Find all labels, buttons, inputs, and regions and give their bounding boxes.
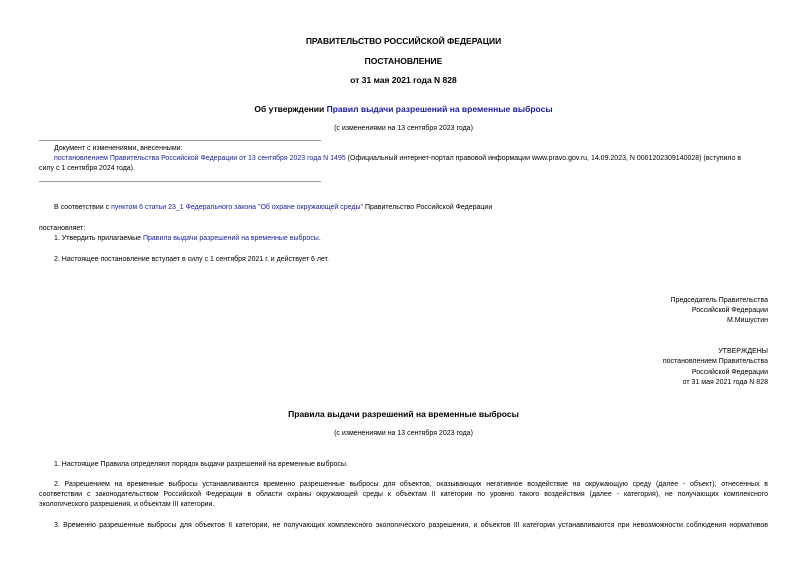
rules-amended-note: (с изменениями на 13 сентября 2023 года) [334, 430, 473, 437]
rules-para-2-line-1: 2. Разрешением на временные выбросы устанавливаются временно разрешенные выбросы для объектов, оказывающих негативное воздействие на окружающую среду (далее - объект), отнесенных в [54, 481, 768, 488]
doc-title-prefix: Об утверждении [254, 104, 327, 114]
approval-line-1: УТВЕРЖДЕНЫ [718, 348, 768, 355]
changes-line-2: силу с 1 сентября 2024 года). [39, 165, 135, 172]
preamble-pre: В соответствии с [54, 204, 112, 211]
item-1-post: . [318, 235, 321, 242]
divider-top [39, 140, 321, 141]
approval-line-2: постановлением Правительства [662, 358, 768, 365]
doc-title [0, 104, 807, 114]
preamble-law-link[interactable]: пунктом 6 статьи 23_1 Федерального закона "Об охране окружающей среды" [111, 204, 364, 211]
changes-tail: (Официальный интернет-портал правовой информации www.pravo.gov.ru, 14.09.2023, N 0001202309140028) (вступило в [345, 155, 742, 162]
preamble [54, 204, 492, 211]
rules-para-2-line-3: экологического разрешения, и объектам III категории. [39, 501, 215, 508]
approval-line-3: Российской Федерации [691, 369, 768, 376]
resolves-text: постановляет: [39, 225, 86, 232]
doc-date-number: от 31 мая 2021 года N 828 [350, 75, 457, 85]
rules-para-1: 1. Настоящие Правила определяют порядок выдачи разрешений на временные выбросы. [54, 461, 348, 468]
changes-link[interactable]: постановлением Правительства Российской Федерации от 13 сентября 2023 года N 1495 [54, 155, 346, 162]
divider-bottom [39, 181, 321, 182]
rules-para-2-line-2: соответствии с законодательством Российской Федерации в области охраны окружающей среды к объектам II категории по уровню такого воздействия (далее - категория), не получающих комплексного [39, 491, 768, 498]
rules-para-3-line-1: 3. Временно разрешенные выбросы для объектов II категории, не получающих комплексного экологического разрешения, и объектов III категории устанавливаются при невозможности соблюдения нормативов [54, 522, 768, 529]
preamble-post: Правительство Российской Федерации [363, 204, 493, 211]
signature-line-2: Российской Федерации [691, 307, 768, 314]
org-heading: ПРАВИТЕЛЬСТВО РОССИЙСКОЙ ФЕДЕРАЦИИ [305, 36, 502, 46]
doc-type-heading: ПОСТАНОВЛЕНИЕ [364, 56, 443, 66]
item-2: 2. Настоящее постановление вступает в силу с 1 сентября 2021 г. и действует 6 лет. [54, 256, 329, 263]
changes-label: Документ с изменениями, внесенными: [54, 145, 183, 152]
signature-line-1: Председатель Правительства [670, 297, 768, 304]
item-1-rules-link[interactable]: Правила выдачи разрешений на временные выбросы [142, 235, 319, 242]
approval-line-4: от 31 мая 2021 года N 828 [682, 379, 768, 386]
amended-note: (с изменениями на 13 сентября 2023 года) [334, 125, 473, 132]
changes-line [54, 155, 741, 162]
doc-title-link[interactable]: Правил выдачи разрешений на временные выбросы [326, 104, 553, 114]
item-1-pre: 1. Утвердить прилагаемые [54, 235, 143, 242]
rules-title: Правила выдачи разрешений на временные выбросы [288, 409, 519, 419]
signature-name: М.Мишустин [726, 317, 768, 324]
item-1 [54, 235, 321, 242]
